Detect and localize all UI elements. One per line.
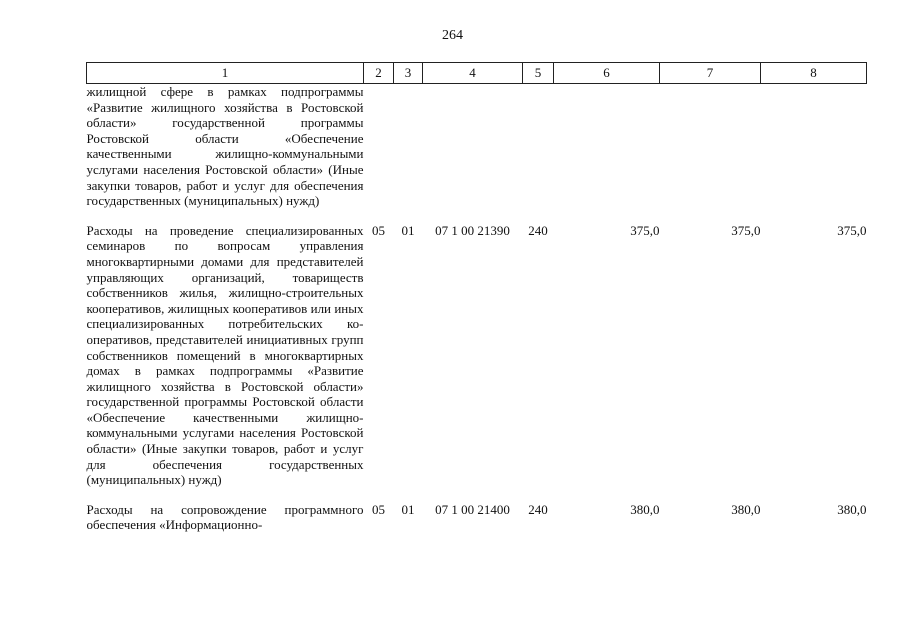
row-amount-year3: 380,0 [837, 501, 867, 517]
column-header-1: 1 [87, 63, 364, 84]
row-target-article [423, 84, 523, 209]
row-amount-year2: 375,0 [731, 222, 761, 238]
row-section-code: 05 [372, 222, 385, 238]
row-target-article: 07 1 00 21390 [435, 222, 510, 238]
row-expense-type: 240 [528, 501, 548, 517]
header-row [87, 63, 867, 84]
row-target-article: 07 1 00 21400 [435, 501, 510, 517]
row-description: Расходы на сопровождение программного обеспечения «Информационно- [86, 501, 364, 533]
column-header-8: 8 [761, 63, 867, 84]
row-amount-year1: 380,0 [630, 501, 660, 517]
row-expense-type [523, 84, 554, 209]
row-expense-type: 240 [528, 222, 548, 238]
row-amount-year3: 375,0 [837, 222, 867, 238]
row-section-code [364, 84, 394, 209]
table-row [87, 84, 867, 209]
column-header-5: 5 [523, 63, 554, 84]
table-row [87, 209, 867, 488]
row-amount-year2: 380,0 [731, 501, 761, 517]
column-header-7: 7 [660, 63, 761, 84]
column-header-2: 2 [364, 63, 394, 84]
row-amount-year1: 375,0 [630, 222, 660, 238]
column-header-6: 6 [554, 63, 660, 84]
row-amount-year1 [554, 84, 660, 209]
row-subsection-code: 01 [401, 501, 415, 517]
row-amount-year2 [660, 84, 761, 209]
row-subsection-code [394, 84, 423, 209]
row-section-code: 05 [372, 501, 385, 517]
column-header-3: 3 [394, 63, 423, 84]
row-description: жилищной сфере в рамках подпрограммы «Развитие жилищного хозяйства в Ростовской области» государственной программы Ростовской области «Обеспечение качественными жилищно-коммунальными услугами населения Ростовской области» (Иные закупки товаров, работ и услуг для обеспечения государственных (муниципальных) нужд) [86, 84, 364, 209]
column-header-4: 4 [423, 63, 523, 84]
row-subsection-code: 01 [401, 222, 415, 238]
row-description: Расходы на проведение специализированных семинаров по вопросам управления многоквартирными домами для представителей управляющих организаций, товариществ собственников жилья, жилищно-строительных кооперативов, жилищных кооперативов или иных специализированных потребительских кооперативов, представителей инициативных групп собственников помещений в многоквартирных домах в рамках подпрограммы «Развитие жилищного хозяйства в Ростовской области» государственной программы Ростовской области «Обеспечение качественными жилищно-коммунальными услугами населения Ростовской области» (Иные закупки товаров, работ и услуг для обеспечения государственных (муниципальных) нужд) [86, 222, 364, 488]
page-number: 264 [442, 28, 463, 43]
table-row [87, 488, 867, 533]
row-amount-year3 [761, 84, 867, 209]
budget-table [86, 62, 867, 533]
